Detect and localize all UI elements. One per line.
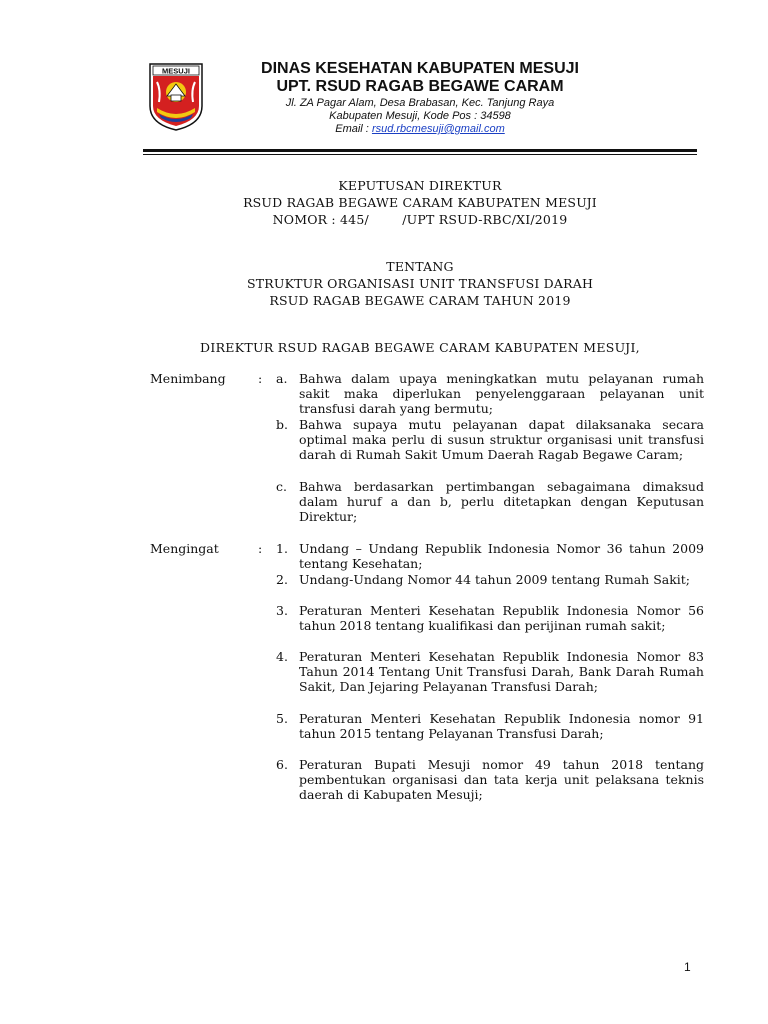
mengingat-item [276, 572, 704, 587]
item-text: Peraturan Menteri Kesehatan Republik Indonesia nomor 91 tahun 2015 tentang Pelayanan Transfusi Darah; [299, 711, 704, 741]
subject-line-3: RSUD RAGAB BEGAWE CARAM TAHUN 2019 [269, 293, 571, 308]
mengingat-item [276, 757, 704, 802]
mesuji-logo-icon [147, 62, 205, 132]
decree-line-1: KEPUTUSAN DIREKTUR [338, 178, 502, 193]
item-text: Undang – Undang Republik Indonesia Nomor 36 tahun 2009 tentang Kesehatan; [299, 541, 704, 571]
decree-subject [140, 258, 700, 309]
item-marker: 5. [276, 711, 288, 726]
item-marker: 4. [276, 649, 288, 664]
item-marker: 6. [276, 757, 288, 772]
item-marker: a. [276, 371, 288, 386]
item-marker: c. [276, 479, 287, 494]
director-heading: DIREKTUR RSUD RAGAB BEGAWE CARAM KABUPATEN MESUJI, [200, 340, 640, 355]
item-text: Peraturan Menteri Kesehatan Republik Indonesia Nomor 83 Tahun 2014 Tentang Unit Transfusi Darah, Bank Darah Rumah Sakit, Dan Jejaring Pelayanan Transfusi Darah; [299, 649, 704, 694]
item-marker: 2. [276, 572, 288, 587]
page-number: 1 [684, 960, 691, 974]
item-text: Peraturan Bupati Mesuji nomor 49 tahun 2018 tentang pembentukan organisasi dan tata kerja unit pelaksana teknis daerah di Kabupaten Mesuji; [299, 757, 704, 802]
email-line [215, 123, 625, 136]
logo-text: MESUJI [162, 66, 190, 76]
menimbang-label: Menimbang [150, 371, 226, 386]
mengingat-colon: : [258, 541, 263, 556]
mengingat-label: Mengingat [150, 541, 219, 556]
item-marker: b. [276, 417, 288, 432]
menimbang-item [276, 479, 704, 524]
item-text: Bahwa berdasarkan pertimbangan sebagaimana dimaksud dalam huruf a dan b, perlu ditetapkan dengan Keputusan Direktur; [299, 479, 704, 524]
menimbang-colon: : [258, 371, 263, 386]
item-text: Bahwa dalam upaya meningkatkan mutu pelayanan rumah sakit maka diperlukan penyelenggaraan pelayanan unit transfusi darah yang bermutu; [299, 371, 704, 416]
mengingat-item [276, 711, 704, 741]
item-text: Peraturan Menteri Kesehatan Republik Indonesia Nomor 56 tahun 2018 tentang kualifikasi dan perijinan rumah sakit; [299, 603, 704, 633]
item-text: Undang-Undang Nomor 44 tahun 2009 tentang Rumah Sakit; [299, 572, 691, 587]
decree-number: NOMOR : 445/ /UPT RSUD-RBC/XI/2019 [272, 212, 568, 227]
decree-line-2: RSUD RAGAB BEGAWE CARAM KABUPATEN MESUJI [243, 195, 597, 210]
unit-name: UPT. RSUD RAGAB BEGAWE CARAM [276, 78, 564, 95]
item-marker: 3. [276, 603, 288, 618]
letterhead [215, 60, 625, 136]
item-marker: 1. [276, 541, 288, 556]
email-label: Email : [335, 123, 372, 135]
mengingat-item [276, 603, 704, 633]
mengingat-item [276, 649, 704, 694]
menimbang-item [276, 371, 704, 416]
address-line-2: Kabupaten Mesuji, Kode Pos : 34598 [329, 110, 511, 122]
agency-name: DINAS KESEHATAN KABUPATEN MESUJI [261, 60, 579, 77]
letterhead-rule-thick [143, 149, 697, 152]
mengingat-item [276, 541, 704, 571]
item-text: Bahwa supaya mutu pelayanan dapat dilaksanaka secara optimal maka perlu di susun struktur organisasi unit transfusi darah di Rumah Sakit Umum Daerah Ragab Begawe Caram; [299, 417, 704, 462]
address-line-1: Jl. ZA Pagar Alam, Desa Brabasan, Kec. Tanjung Raya [285, 97, 555, 109]
email-link[interactable]: rsud.rbcmesuji@gmail.com [371, 123, 505, 135]
menimbang-item [276, 417, 704, 462]
subject-line-2: STRUKTUR ORGANISASI UNIT TRANSFUSI DARAH [246, 276, 594, 291]
decree-title [140, 177, 700, 228]
letterhead-rule-thin [143, 154, 697, 155]
subject-line-1: TENTANG [386, 259, 454, 274]
